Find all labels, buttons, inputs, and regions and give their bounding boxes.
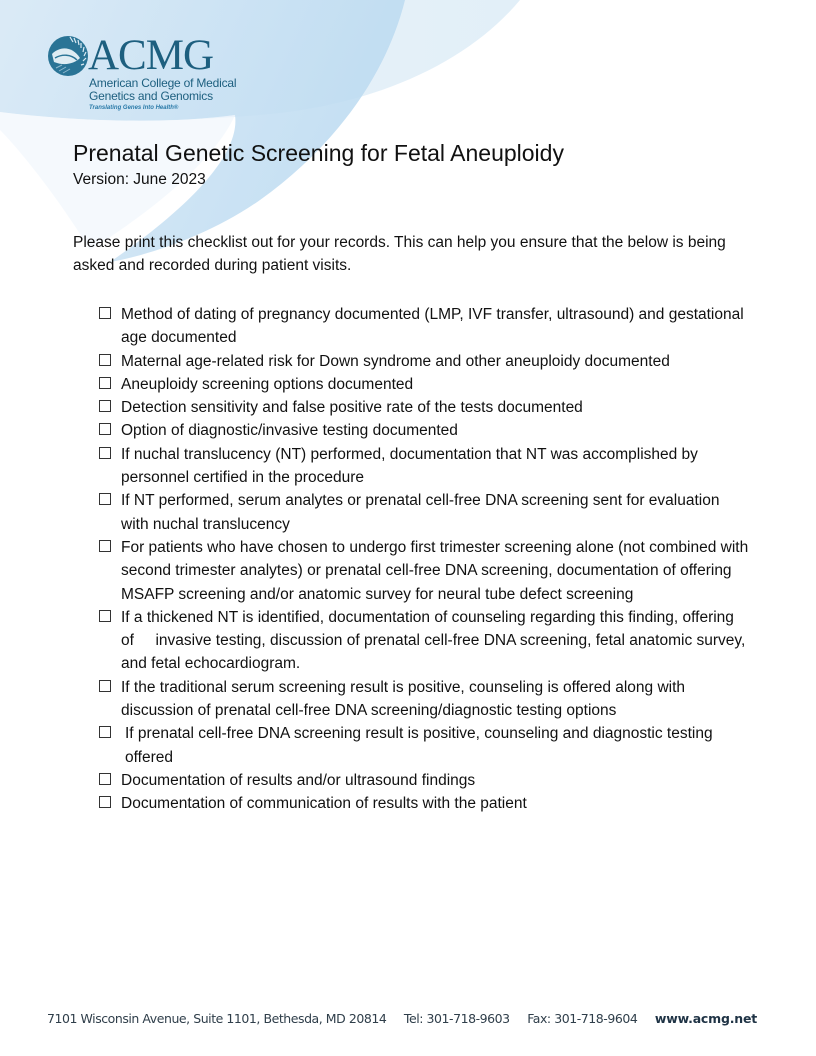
footer-address: 7101 Wisconsin Avenue, Suite 1101, Bethesda, MD 20814	[47, 1011, 387, 1026]
empty-checkbox-icon[interactable]	[99, 400, 111, 412]
checklist-item-text: Option of diagnostic/invasive testing documented	[121, 422, 458, 440]
checklist-item-text: Maternal age-related risk for Down syndrome and other aneuploidy documented	[121, 352, 670, 370]
acmg-logo	[46, 34, 286, 116]
checklist-item	[99, 419, 749, 442]
empty-checkbox-icon[interactable]	[99, 423, 111, 435]
checklist-item-text: If prenatal cell-free DNA screening result is positive, counseling and diagnostic testing offered	[125, 725, 713, 766]
empty-checkbox-icon[interactable]	[99, 680, 111, 692]
checklist-item-text: Aneuploidy screening options documented	[121, 375, 414, 393]
dna-globe-icon	[46, 34, 90, 78]
footer-website-link[interactable]: www.acmg.net	[654, 1011, 758, 1026]
organization-name	[89, 77, 236, 103]
checklist-item-text: If NT performed, serum analytes or prenatal cell-free DNA screening sent for evaluation with nuchal translucency	[121, 492, 720, 533]
organization-name-line-2: Genetics and Genomics	[89, 89, 213, 103]
empty-checkbox-icon[interactable]	[99, 307, 111, 319]
checklist-item	[99, 606, 749, 676]
checklist-item	[99, 373, 749, 396]
page-footer	[47, 1011, 757, 1026]
screening-checklist	[99, 303, 749, 816]
document-title: Prenatal Genetic Screening for Fetal Aneuploidy	[73, 140, 564, 166]
checklist-item	[99, 722, 749, 769]
empty-checkbox-icon[interactable]	[99, 796, 111, 808]
checklist-item	[99, 396, 749, 419]
intro-paragraph: Please print this checklist out for your records. This can help you ensure that the below is being asked and recorded during patient visits.	[73, 233, 726, 274]
checklist-item-text: Method of dating of pregnancy documented (LMP, IVF transfer, ultrasound) and gestational age documented	[121, 306, 744, 347]
empty-checkbox-icon[interactable]	[99, 773, 111, 785]
checklist-item-text: Documentation of results and/or ultrasound findings	[121, 771, 476, 789]
checklist-item	[99, 443, 749, 490]
checklist-item	[99, 350, 749, 373]
empty-checkbox-icon[interactable]	[99, 493, 111, 505]
checklist-item-text: For patients who have chosen to undergo first trimester screening alone (not combined with second trimester analytes) or prenatal cell-free DNA screening, documentation of offering MSAFP screening and/or anatomic survey for neural tube defect screening	[121, 538, 749, 603]
organization-name-line-1: American College of Medical	[89, 76, 237, 90]
checklist-item-text: Detection sensitivity and false positive rate of the tests documented	[121, 399, 583, 417]
empty-checkbox-icon[interactable]	[99, 354, 111, 366]
empty-checkbox-icon[interactable]	[99, 377, 111, 389]
checklist-item-text: If a thickened NT is identified, documentation of counseling regarding this finding, offering of invasive testing, discussion of prenatal cell-free DNA screening, fetal anatomic survey, and fetal echocardiogram.	[121, 608, 746, 673]
checklist-item	[99, 676, 749, 723]
checklist-item	[99, 303, 749, 350]
logo-tagline: Translating Genes Into Health®	[89, 105, 179, 111]
checklist-item	[99, 769, 749, 792]
checklist-item	[99, 536, 749, 606]
checklist-item-text: If the traditional serum screening result is positive, counseling is offered along with discussion of prenatal cell-free DNA screening/diagnostic testing options	[121, 678, 686, 720]
checklist-item-text: Documentation of communication of results with the patient	[121, 795, 527, 813]
checklist-item	[99, 489, 749, 536]
empty-checkbox-icon[interactable]	[99, 610, 111, 622]
document-version: Version: June 2023	[73, 171, 206, 188]
empty-checkbox-icon[interactable]	[99, 540, 111, 552]
footer-telephone: Tel: 301-718-9603	[403, 1011, 510, 1026]
footer-fax: Fax: 301-718-9604	[527, 1011, 638, 1026]
checklist-item-text: If nuchal translucency (NT) performed, documentation that NT was accomplished by personnel certified in the procedure	[121, 445, 698, 487]
logo-wordmark: ACMG	[88, 32, 214, 79]
empty-checkbox-icon[interactable]	[99, 447, 111, 459]
empty-checkbox-icon[interactable]	[99, 726, 111, 738]
checklist-item	[99, 792, 749, 815]
